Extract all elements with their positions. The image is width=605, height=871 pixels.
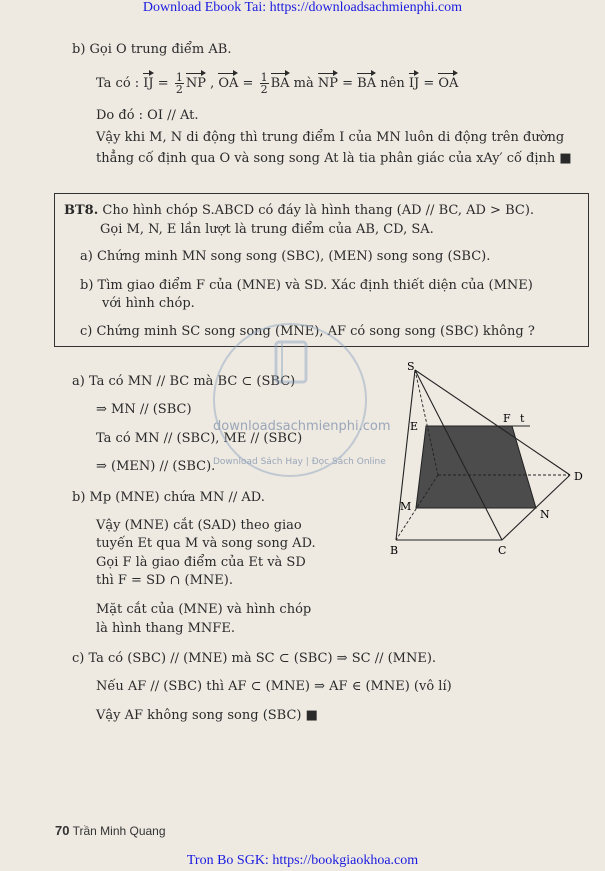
page-footer [55, 823, 166, 838]
text-eq: = [153, 76, 173, 91]
header-download-link[interactable]: Download Ebook Tai: https://downloadsachmienphi.com [142, 0, 463, 15]
label-N: N [540, 508, 550, 521]
frac-den-2: 2 [260, 83, 268, 96]
pyramid-figure [380, 360, 595, 560]
sol-b1: b) Mp (MNE) chứa MN // AD. [72, 490, 265, 505]
sol-b2: Vậy (MNE) cắt (SAD) theo giao [96, 518, 302, 533]
sol-a1: a) Ta có MN // BC mà BC ⊂ (SBC) [72, 374, 296, 389]
section-trapezoid-MNFE [416, 426, 536, 508]
label-B: B [390, 544, 399, 557]
frac-num: 1 [175, 71, 183, 84]
fraction-half [175, 72, 184, 95]
label-S: S [407, 360, 415, 373]
text-ta-co: Ta có : [96, 76, 144, 91]
vector-OA-2: OA [438, 76, 459, 91]
sol-a4: ⇒ (MEN) // (SBC). [96, 459, 216, 474]
sol-b3: tuyến Et qua M và song song AD. [96, 536, 316, 551]
bt8-part-c: c) Chứng minh SC song song (MNE), AF có song song (SBC) không ? [80, 324, 535, 339]
bt8-label: BT8. [64, 203, 99, 218]
sol-c3: Vậy AF không song song (SBC) ■ [96, 708, 318, 723]
author-name: Trần Minh Quang [72, 824, 166, 838]
text-eq4: = [419, 76, 439, 91]
sol-a3: Ta có MN // (SBC), ME // (SBC) [96, 431, 303, 446]
sol-c2: Nếu AF // (SBC) thì AF ⊂ (MNE) ⇒ AF ∈ (MNE) (vô lí) [96, 679, 452, 694]
label-M: M [400, 500, 412, 513]
bt8-line1 [64, 202, 534, 220]
sol-a2: ⇒ MN // (SBC) [96, 402, 192, 417]
vector-IJ-2: IJ [408, 76, 420, 91]
vector-BA: BA [270, 76, 290, 91]
footer-book-link[interactable]: Tron Bo SGK: https://bookgiaokhoa.com [186, 853, 419, 868]
bt8-part-b1: b) Tìm giao điểm F của (MNE) và SD. Xác định thiết diện của (MNE) [80, 278, 533, 293]
label-E: E [410, 420, 419, 433]
text-nen: nên [376, 76, 409, 91]
prev-b-line3: Do đó : OI // At. [96, 108, 199, 123]
text-ma: mà [289, 76, 318, 91]
text-eq2: = [238, 76, 258, 91]
watermark-tagline: Download Sách Hay | Đọc Sách Online [213, 457, 386, 467]
sol-b7: là hình thang MNFE. [96, 621, 235, 636]
sol-b6: Mặt cắt của (MNE) và hình chóp [96, 602, 312, 617]
label-C: C [498, 544, 507, 557]
frac-den: 2 [175, 83, 183, 96]
bt8-line1-text: Cho hình chóp S.ABCD có đáy là hình thang (AD // BC, AD > BC). [102, 203, 535, 218]
prev-b-line5: thẳng cố định qua O và song song At là tia phân giác của xAy′ cố định ■ [96, 151, 572, 166]
vector-NP: NP [185, 76, 206, 91]
sol-b5: thì F = SD ∩ (MNE). [96, 573, 234, 588]
bt8-line2: Gọi M, N, E lần lượt là trung điểm của AB, CD, SA. [100, 222, 434, 237]
sol-c1: c) Ta có (SBC) // (MNE) mà SC ⊂ (SBC) ⇒ SC // (MNE). [72, 651, 437, 666]
vector-BA-2: BA [357, 76, 377, 91]
bt8-part-b2: với hình chóp. [102, 296, 195, 311]
page-number: 70 [55, 823, 70, 838]
book-icon [276, 342, 306, 382]
vector-IJ: IJ [143, 76, 154, 91]
text-comma: , [205, 76, 219, 91]
frac-num-2: 1 [260, 71, 268, 84]
prev-b-vector-line [96, 72, 458, 95]
text-eq3: = [338, 76, 358, 91]
prev-b-line1: b) Gọi O trung điểm AB. [72, 42, 232, 57]
prev-b-line4: Vậy khi M, N di động thì trung điểm I của MN luôn di động trên đường [96, 130, 565, 145]
label-F: F [503, 412, 511, 425]
watermark-site: downloadsachmienphi.com [213, 419, 391, 434]
vector-NP-2: NP [317, 76, 338, 91]
sol-b4: Gọi F là giao điểm của Et và SD [96, 555, 306, 570]
label-t: t [520, 412, 525, 425]
fraction-half-2 [260, 72, 269, 95]
watermark-circle [214, 324, 366, 476]
bt8-part-a: a) Chứng minh MN song song (SBC), (MEN) song song (SBC). [80, 249, 491, 264]
label-D: D [574, 470, 583, 483]
vector-OA: OA [218, 76, 239, 91]
